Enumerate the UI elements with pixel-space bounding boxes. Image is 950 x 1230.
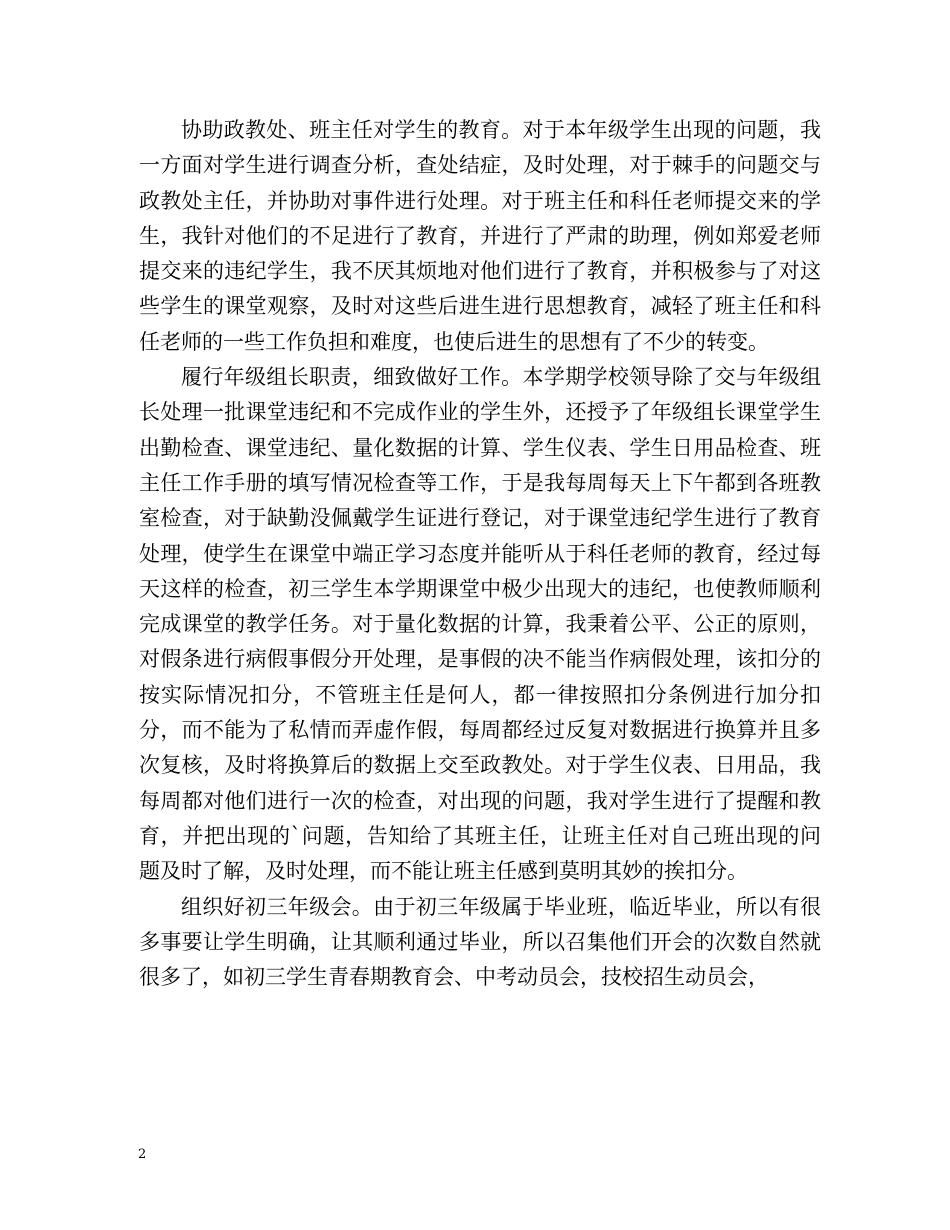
paragraph-student-education: 协助政教处、班主任对学生的教育。对于本年级学生出现的问题，我一方面对学生进行调查分析，查处结症，及时处理，对于棘手的问题交与政教处主任，并协助对事件进行处理。对于班主任和科任老师提交来的学生，我针对他们的不足进行了教育，并进行了严肃的助理，例如郑爱老师提交来的违纪学生，我不厌其烦地对他们进行了教育，并积极参与了对这些学生的课堂观察，及时对这些后进生进行思想教育，减轻了班主任和科任老师的一些工作负担和难度，也使后进生的思想有了不少的转变。 [139,118,821,354]
paragraph-grade-meeting: 组织好初三年级会。由于初三年级属于毕业班，临近毕业，所以有很多事要让学生明确，让其顺利通过毕业，所以召集他们开会的次数自然就很多了，如初三学生青春期教育会、中考动员会，技校招生动员会， [139,894,821,990]
paragraph-grade-leader-duties: 履行年级组长职责，细致做好工作。本学期学校领导除了交与年级组长处理一批课堂违纪和不完成作业的学生外，还授予了年级组长课堂学生出勤检查、课堂违纪、量化数据的计算、学生仪表、学生日用品检查、班主任工作手册的填写情况检查等工作，于是我每周每天上下午都到各班教室检查，对于缺勤没佩戴学生证进行登记，对于课堂违纪学生进行了教育处理，使学生在课堂中端正学习态度并能听从于科任老师的教育，经过每天这样的检查，初三学生本学期课堂中极少出现大的违纪，也使教师顺利完成课堂的教学任务。对于量化数据的计算，我秉着公平、公正的原则，对假条进行病假事假分开处理，是事假的决不能当作病假处理，该扣分的按实际情况扣分，不管班主任是何人，都一律按照扣分条例进行加分扣分，而不能为了私情而弄虚作假，每周都经过反复对数据进行换算并且多次复核，及时将换算后的数据上交至政教处。对于学生仪表、日用品，我每周都对他们进行一次的检查，对出现的问题，我对学生进行了提醒和教育，并把出现的`问题，告知给了其班主任，让班主任对自己班出现的问题及时了解，及时处理，而不能让班主任感到莫明其妙的挨扣分。 [139,365,821,884]
body-text [139,113,821,995]
page-number: 2 [138,1147,147,1162]
